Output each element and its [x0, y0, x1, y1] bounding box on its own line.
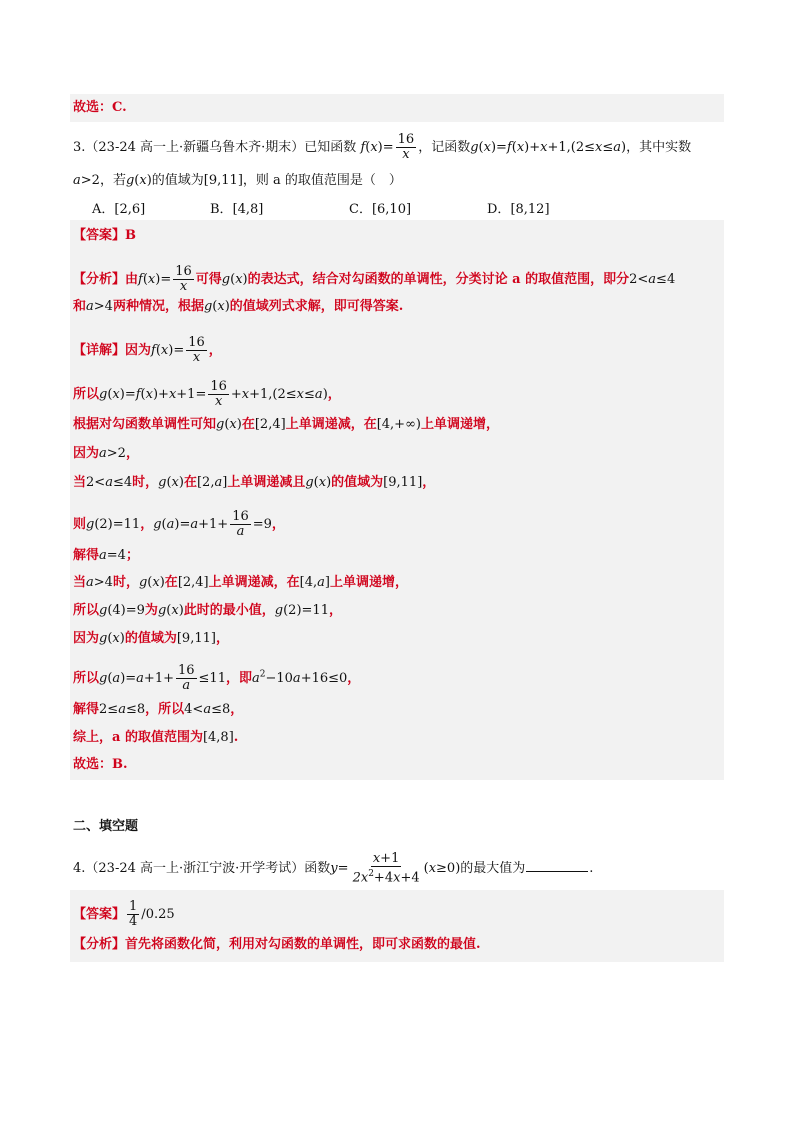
detail-3-line-2: 所以g(x)=f(x)+x+1= $\frac{16}{x}$ +x+1,(2≤x≤a)，: [73, 379, 341, 409]
q3-number: 3.: [73, 140, 86, 155]
detail-3-line-12: 解得2≤a≤8，所以4<a≤8，: [73, 702, 244, 717]
q3-text-6: ，则 a 的取值范围是（ ）: [242, 173, 402, 188]
detail-3-line-3: 根据对勾函数单调性可知g(x)在[2,4]上单调递减，在[4,+∞)上单调递增，: [73, 417, 499, 432]
answer-4: 【答案】 $\frac{1}{4}$ /0.25: [73, 899, 175, 929]
detail-3-line-6: 则g(2)=11，g(a)=a+1+ $\frac{16}{a}$ =9，: [73, 509, 285, 539]
question-3-line-2: a>2，若g(x)的值域为[9,11]，则 a 的取值范围是（ ）: [73, 173, 402, 188]
detail-3-line-7: 解得a=4；: [73, 548, 139, 563]
prev-answer-block: [70, 94, 724, 122]
choice-b[interactable]: B．[4,8]: [210, 202, 264, 217]
detail-3-line-10: 因为g(x)的值域为[9,11]，: [73, 631, 229, 646]
q3-text-1: 已知函数: [304, 140, 357, 155]
question-3-line-1: 3.（23-24 高一上·新疆乌鲁木齐·期末）已知函数 f(x)= $\frac{16}{x}$ ，记函数g(x)=f(x)+x+1,(2≤x≤a)，其中实数: [73, 132, 692, 162]
detail-3-line-4: 因为a>2，: [73, 446, 139, 461]
section-title: 二、填空题: [73, 819, 139, 834]
analysis-3-line-2: 和a>4两种情况，根据g(x)的值域列式求解，即可得答案.: [73, 299, 404, 314]
prev-answer: 故选：C.: [73, 100, 127, 115]
detail-3-line-9: 所以g(4)=9为g(x)此时的最小值，g(2)=11，: [73, 603, 342, 618]
q3-text-4: ，若: [99, 173, 126, 188]
answer-3: 【答案】B: [73, 228, 137, 243]
detail-3-line-1: 【详解】因为f(x)= $\frac{16}{x}$ ，: [73, 335, 222, 365]
q3-text-2: ，记函数: [418, 140, 471, 155]
detail-3-line-8: 当a>4时，g(x)在[2,4]上单调递减，在[4,a]上单调递增，: [73, 575, 408, 590]
choice-d[interactable]: D．[8,12]: [487, 202, 550, 217]
detail-3-line-11: 所以g(a)=a+1+ $\frac{16}{a}$ ≤11，即$a^2-10a+16\le 0$，: [73, 663, 361, 693]
q3-text-5: 的值域为: [151, 173, 204, 188]
answer-blank[interactable]: [526, 871, 588, 872]
q3-source: （23-24 高一上·新疆乌鲁木齐·期末）: [85, 140, 305, 155]
detail-3-line-14: 故选：B.: [73, 757, 128, 772]
choice-a[interactable]: A．[2,6]: [92, 202, 146, 217]
detail-3-line-13: 综上，a 的取值范围为[4,8].: [73, 730, 239, 745]
question-4: 4.（23-24 高一上·浙江宁波·开学考试）函数y= $\frac{x+1}{2x^2+4x+4}$ (x≥0)的最大值为 .: [73, 851, 594, 886]
choice-c[interactable]: C．[6,10]: [349, 202, 412, 217]
detail-3-line-5: 当2<a≤4时，g(x)在[2,a]上单调递减且g(x)的值域为[9,11]，: [73, 475, 436, 490]
analysis-4: 【分析】首先将函数化简，利用对勾函数的单调性，即可求函数的最值.: [73, 937, 481, 952]
analysis-3-line-1: 【分析】由f(x)= $\frac{16}{x}$ 可得g(x)的表达式，结合对勾函数的单调性，分类讨论 a 的取值范围，即分2<a≤4: [73, 264, 676, 294]
q3-text-3: ，其中实数: [626, 140, 692, 155]
